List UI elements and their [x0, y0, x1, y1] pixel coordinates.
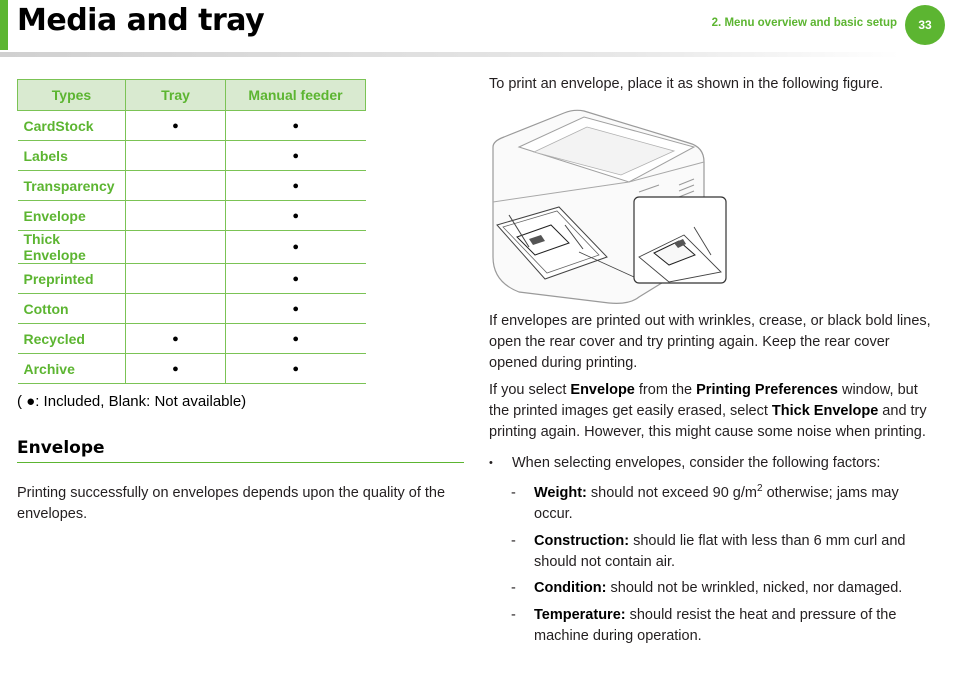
table-row	[18, 141, 366, 171]
header-divider	[0, 52, 900, 57]
manual-feeder-cell: ●	[226, 111, 366, 141]
manual-feeder-cell: ●	[226, 294, 366, 324]
section-reference[interactable]: 2. Menu overview and basic setup	[711, 17, 897, 29]
printer-envelope-illustration	[489, 107, 729, 307]
manual-feeder-cell: ●	[226, 201, 366, 231]
table-legend-note: ( ●: Included, Blank: Not available)	[17, 393, 247, 410]
factor-body	[534, 605, 934, 647]
superscript: 2	[756, 483, 763, 495]
table-header-row	[18, 80, 366, 111]
table-header-tray: Tray	[126, 80, 226, 111]
factor-text: should not exceed 90 g/m	[586, 485, 757, 501]
manual-feeder-cell: ●	[226, 231, 366, 264]
text-run: window, but the printed images get easily erased, select	[489, 382, 918, 419]
tray-cell	[126, 141, 226, 171]
wrinkle-advice-text: If envelopes are printed out with wrinkles, crease, or black bold lines, open the rear cover and try printing again. Keep the rear cover opened during printing.	[489, 313, 931, 371]
factor-text: should lie flat with less than 6 mm curl and should not contain air.	[534, 533, 906, 570]
media-tray-table	[17, 79, 366, 384]
tray-cell	[126, 171, 226, 201]
table-row	[18, 354, 366, 384]
thick-envelope-option-label: Thick Envelope	[771, 403, 879, 419]
factor-body	[534, 483, 934, 525]
factor-text: should resist the heat and pressure of the machine during operation.	[534, 607, 897, 644]
page-title: Media and tray	[17, 3, 265, 38]
media-type-cell: CardStock	[18, 111, 126, 141]
manual-feeder-cell: ●	[226, 264, 366, 294]
envelope-heading: Envelope	[17, 438, 464, 463]
dash-marker: -	[511, 580, 516, 596]
text-run: If you select	[489, 382, 571, 398]
factor-label: Temperature:	[534, 607, 626, 623]
tray-cell	[126, 294, 226, 324]
table-header-manual-feeder: Manual feeder	[226, 80, 366, 111]
media-type-cell: Archive	[18, 354, 126, 384]
dash-marker: -	[511, 533, 516, 549]
dash-marker: -	[511, 607, 516, 623]
printing-preferences-label: Printing Preferences	[696, 382, 838, 398]
table-row	[18, 231, 366, 264]
printing-preferences-text	[489, 380, 941, 443]
manual-feeder-cell: ●	[226, 141, 366, 171]
page-number-badge: 33	[905, 5, 945, 45]
dash-marker: -	[511, 485, 516, 501]
text-run: from the	[634, 382, 697, 398]
table-row	[18, 111, 366, 141]
tray-cell	[126, 231, 226, 264]
media-type-cell: Thick Envelope	[18, 231, 126, 264]
bullet-text: When selecting envelopes, consider the following factors:	[512, 455, 881, 471]
factor-body	[534, 578, 934, 599]
table-row	[18, 171, 366, 201]
tray-cell	[126, 264, 226, 294]
factor-body	[534, 531, 934, 573]
media-type-cell: Labels	[18, 141, 126, 171]
tray-cell: ●	[126, 354, 226, 384]
manual-feeder-cell: ●	[226, 324, 366, 354]
table-row	[18, 201, 366, 231]
manual-feeder-cell: ●	[226, 354, 366, 384]
factor-text: otherwise; jams may occur.	[534, 485, 899, 522]
tray-cell	[126, 201, 226, 231]
factor-label: Construction:	[534, 533, 630, 549]
media-type-cell: Envelope	[18, 201, 126, 231]
bullet-dot: •	[489, 457, 493, 469]
media-type-cell: Preprinted	[18, 264, 126, 294]
envelope-intro-text: Printing successfully on envelopes depends upon the quality of the envelopes.	[17, 485, 446, 522]
tray-cell: ●	[126, 324, 226, 354]
table-row	[18, 324, 366, 354]
factor-label: Condition:	[534, 580, 607, 596]
table-header-types: Types	[18, 80, 126, 111]
table-row	[18, 264, 366, 294]
manual-feeder-cell: ●	[226, 171, 366, 201]
header-accent-bar	[0, 0, 8, 50]
media-type-cell: Transparency	[18, 171, 126, 201]
envelope-option-label: Envelope	[570, 382, 635, 398]
media-type-cell: Cotton	[18, 294, 126, 324]
right-intro-text: To print an envelope, place it as shown in the following figure.	[489, 76, 884, 92]
table-row	[18, 294, 366, 324]
tray-cell: ●	[126, 111, 226, 141]
text-run: and try printing again. However, this might cause some noise when printing.	[489, 403, 927, 440]
media-type-cell: Recycled	[18, 324, 126, 354]
factor-text: should not be wrinkled, nicked, nor damaged.	[606, 580, 903, 596]
factor-label: Weight:	[534, 485, 587, 501]
